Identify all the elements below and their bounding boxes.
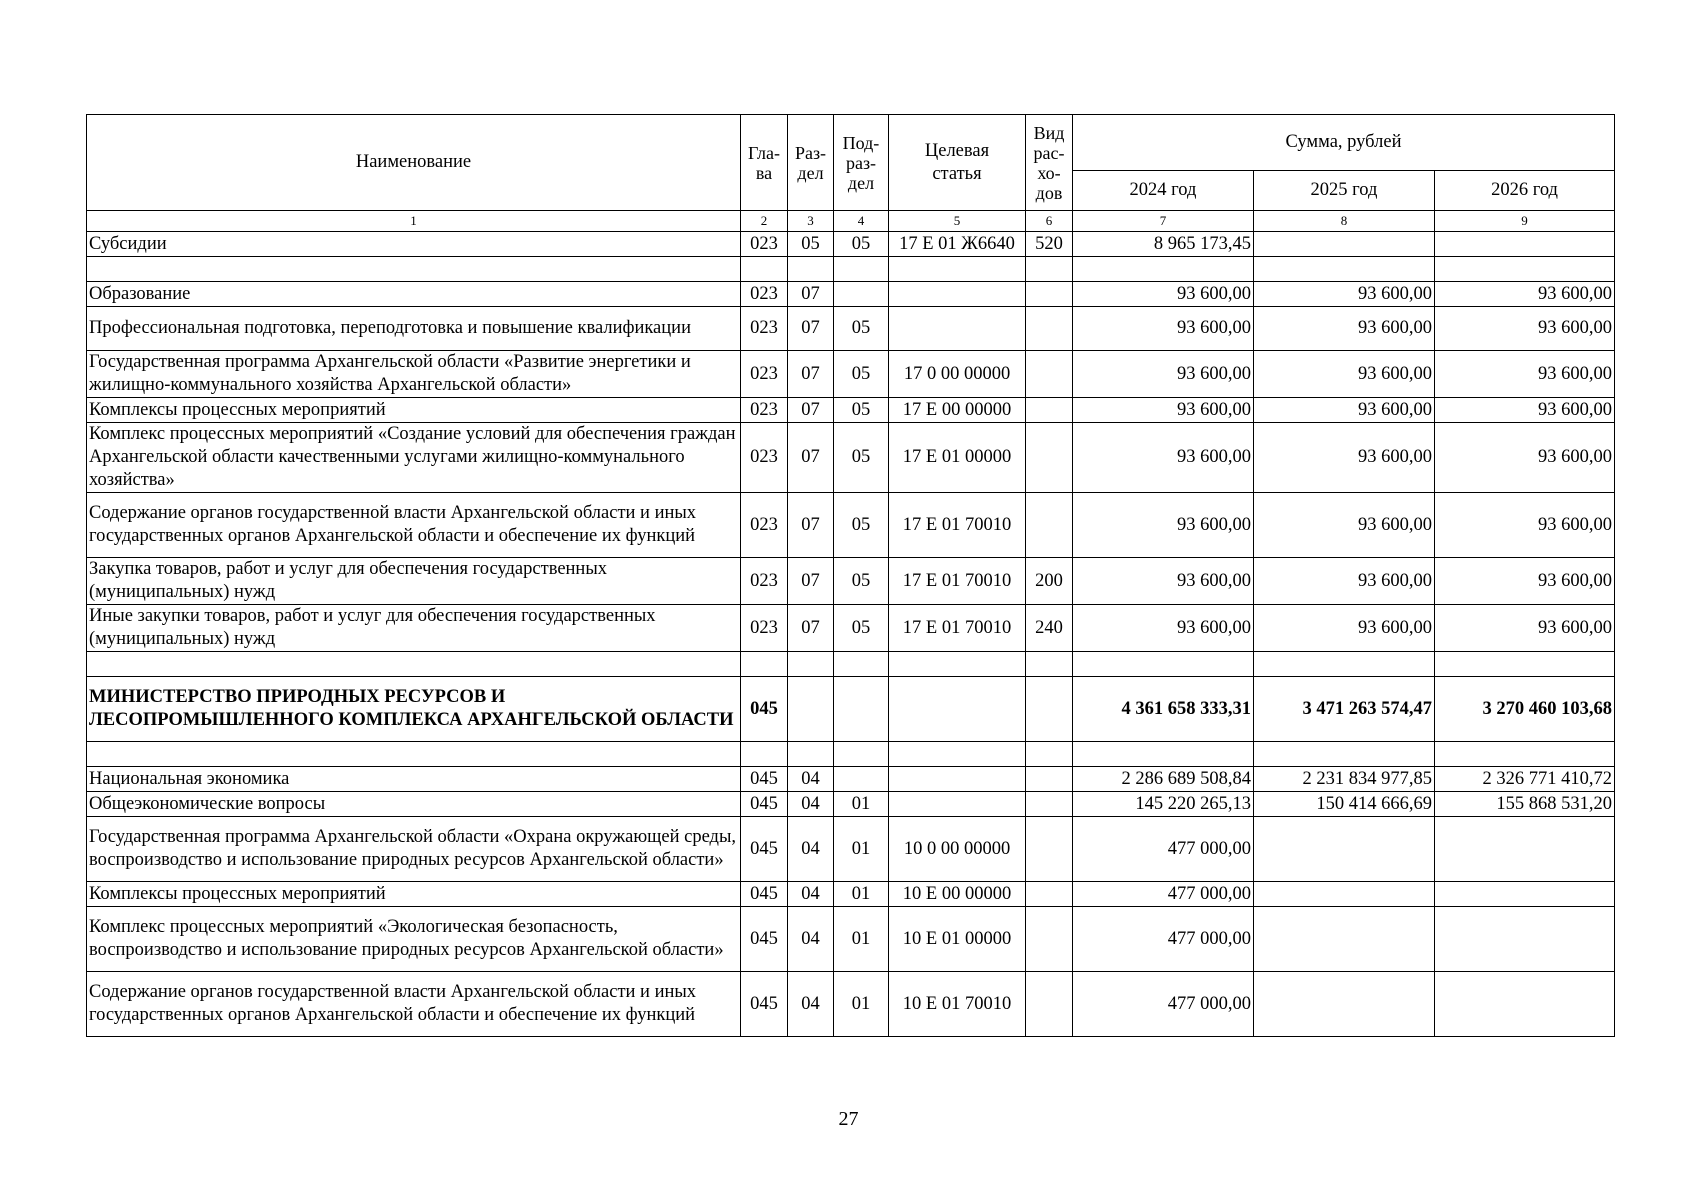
row-sum-2026	[1435, 907, 1615, 972]
row-target-article	[889, 652, 1026, 677]
row-target-article: 17 Е 01 00000	[889, 423, 1026, 493]
row-sum-2024: 93 600,00	[1073, 558, 1254, 605]
row-sum-2026	[1435, 742, 1615, 767]
header-sum: Сумма, рублей	[1073, 115, 1615, 171]
page-number: 27	[838, 1108, 859, 1130]
row-target-article: 17 Е 01 70010	[889, 558, 1026, 605]
row-sum-2025	[1254, 972, 1435, 1037]
row-name: Закупка товаров, работ и услуг для обеспечения государственных (муниципальных) нужд	[87, 558, 741, 605]
row-name: Общеэкономические вопросы	[87, 792, 741, 817]
table-row	[87, 652, 1615, 677]
row-name	[87, 652, 741, 677]
row-expense-type	[1026, 882, 1073, 907]
row-name: Национальная экономика	[87, 767, 741, 792]
table-row	[87, 907, 1615, 972]
row-subsection: 05	[834, 423, 889, 493]
row-section: 07	[788, 493, 834, 558]
row-sum-2026: 93 600,00	[1435, 558, 1615, 605]
table-row	[87, 792, 1615, 817]
row-chapter	[741, 652, 788, 677]
row-sum-2025	[1254, 817, 1435, 882]
row-sum-2025	[1254, 257, 1435, 282]
row-expense-type	[1026, 257, 1073, 282]
row-sum-2024: 477 000,00	[1073, 972, 1254, 1037]
row-name: Содержание органов государственной власти Архангельской области и иных государственных органов Архангельской области и обеспечение их функций	[87, 972, 741, 1037]
row-sum-2024: 4 361 658 333,31	[1073, 677, 1254, 742]
table-row	[87, 817, 1615, 882]
table-row	[87, 307, 1615, 351]
row-sum-2025: 93 600,00	[1254, 493, 1435, 558]
row-expense-type: 240	[1026, 605, 1073, 652]
header-subsection: Под- раз- дел	[834, 115, 889, 211]
row-subsection	[834, 677, 889, 742]
row-name: Комплексы процессных мероприятий	[87, 398, 741, 423]
row-section: 07	[788, 605, 834, 652]
row-sum-2026	[1435, 652, 1615, 677]
row-name: Профессиональная подготовка, переподготовка и повышение квалификации	[87, 307, 741, 351]
row-sum-2025	[1254, 882, 1435, 907]
row-section: 07	[788, 307, 834, 351]
row-expense-type	[1026, 817, 1073, 882]
row-sum-2024: 477 000,00	[1073, 882, 1254, 907]
row-target-article: 10 Е 01 00000	[889, 907, 1026, 972]
row-sum-2024: 2 286 689 508,84	[1073, 767, 1254, 792]
row-subsection: 05	[834, 307, 889, 351]
row-chapter: 045	[741, 972, 788, 1037]
row-subsection: 01	[834, 907, 889, 972]
row-chapter	[741, 257, 788, 282]
table-row	[87, 493, 1615, 558]
table-row	[87, 742, 1615, 767]
row-subsection: 05	[834, 558, 889, 605]
row-expense-type: 200	[1026, 558, 1073, 605]
row-sum-2025	[1254, 907, 1435, 972]
row-chapter: 023	[741, 307, 788, 351]
col-number: 4	[834, 211, 889, 232]
row-expense-type	[1026, 398, 1073, 423]
table-row	[87, 882, 1615, 907]
col-number: 9	[1435, 211, 1615, 232]
row-chapter: 023	[741, 558, 788, 605]
row-subsection: 05	[834, 351, 889, 398]
row-section: 07	[788, 558, 834, 605]
row-sum-2025: 93 600,00	[1254, 423, 1435, 493]
row-expense-type	[1026, 767, 1073, 792]
row-sum-2026	[1435, 972, 1615, 1037]
row-chapter: 023	[741, 493, 788, 558]
row-chapter: 023	[741, 232, 788, 257]
header-year-2025: 2025 год	[1254, 171, 1435, 211]
row-target-article: 17 0 00 00000	[889, 351, 1026, 398]
row-subsection	[834, 257, 889, 282]
table-row	[87, 677, 1615, 742]
row-name	[87, 257, 741, 282]
row-expense-type	[1026, 742, 1073, 767]
row-sum-2024	[1073, 742, 1254, 767]
table-row	[87, 398, 1615, 423]
row-chapter: 023	[741, 605, 788, 652]
col-number: 7	[1073, 211, 1254, 232]
row-subsection	[834, 282, 889, 307]
row-sum-2024: 93 600,00	[1073, 307, 1254, 351]
header-target-article: Целевая статья	[889, 115, 1026, 211]
row-sum-2025	[1254, 652, 1435, 677]
col-number: 3	[788, 211, 834, 232]
header-name: Наименование	[87, 115, 741, 211]
row-subsection: 01	[834, 882, 889, 907]
row-expense-type	[1026, 282, 1073, 307]
header-expense-type: Вид рас- хо- дов	[1026, 115, 1073, 211]
table-row	[87, 232, 1615, 257]
col-number: 1	[87, 211, 741, 232]
table-row	[87, 423, 1615, 493]
row-sum-2024: 145 220 265,13	[1073, 792, 1254, 817]
row-sum-2024: 8 965 173,45	[1073, 232, 1254, 257]
row-sum-2025	[1254, 742, 1435, 767]
row-sum-2026: 93 600,00	[1435, 398, 1615, 423]
row-sum-2024: 477 000,00	[1073, 907, 1254, 972]
row-chapter: 045	[741, 907, 788, 972]
table-row	[87, 351, 1615, 398]
row-subsection: 05	[834, 493, 889, 558]
row-name	[87, 742, 741, 767]
row-chapter: 023	[741, 398, 788, 423]
row-expense-type	[1026, 652, 1073, 677]
row-section: 04	[788, 792, 834, 817]
row-target-article: 17 Е 00 00000	[889, 398, 1026, 423]
row-expense-type	[1026, 307, 1073, 351]
row-expense-type	[1026, 972, 1073, 1037]
row-expense-type	[1026, 907, 1073, 972]
row-sum-2024: 93 600,00	[1073, 423, 1254, 493]
row-expense-type	[1026, 423, 1073, 493]
table-row	[87, 282, 1615, 307]
col-number: 6	[1026, 211, 1073, 232]
row-subsection: 05	[834, 605, 889, 652]
row-sum-2024	[1073, 257, 1254, 282]
row-name: Государственная программа Архангельской области «Развитие энергетики и жилищно-коммунального хозяйства Архангельской области»	[87, 351, 741, 398]
row-sum-2026: 2 326 771 410,72	[1435, 767, 1615, 792]
row-section: 04	[788, 907, 834, 972]
row-sum-2026	[1435, 817, 1615, 882]
row-name: Образование	[87, 282, 741, 307]
row-target-article	[889, 792, 1026, 817]
row-sum-2024: 477 000,00	[1073, 817, 1254, 882]
row-target-article	[889, 282, 1026, 307]
header-year-2026: 2026 год	[1435, 171, 1615, 211]
row-sum-2024: 93 600,00	[1073, 605, 1254, 652]
row-section	[788, 677, 834, 742]
row-expense-type	[1026, 351, 1073, 398]
row-sum-2024: 93 600,00	[1073, 351, 1254, 398]
row-sum-2026: 93 600,00	[1435, 282, 1615, 307]
table-row	[87, 605, 1615, 652]
row-sum-2026	[1435, 257, 1615, 282]
row-target-article: 10 Е 01 70010	[889, 972, 1026, 1037]
row-chapter: 045	[741, 767, 788, 792]
header-year-2024: 2024 год	[1073, 171, 1254, 211]
row-subsection	[834, 652, 889, 677]
table-row	[87, 767, 1615, 792]
row-sum-2026: 93 600,00	[1435, 605, 1615, 652]
row-target-article	[889, 742, 1026, 767]
row-chapter: 045	[741, 817, 788, 882]
row-section: 07	[788, 351, 834, 398]
row-section	[788, 257, 834, 282]
row-target-article: 10 0 00 00000	[889, 817, 1026, 882]
row-sum-2025: 3 471 263 574,47	[1254, 677, 1435, 742]
row-name: Комплекс процессных мероприятий «Экологическая безопасность, воспроизводство и использование природных ресурсов Архангельской области»	[87, 907, 741, 972]
table-row	[87, 972, 1615, 1037]
budget-table	[86, 114, 1615, 1037]
row-name: Субсидии	[87, 232, 741, 257]
row-target-article: 17 Е 01 70010	[889, 493, 1026, 558]
row-subsection: 01	[834, 817, 889, 882]
table-row	[87, 558, 1615, 605]
row-sum-2026: 93 600,00	[1435, 423, 1615, 493]
row-sum-2026: 93 600,00	[1435, 307, 1615, 351]
row-sum-2025: 2 231 834 977,85	[1254, 767, 1435, 792]
row-sum-2024: 93 600,00	[1073, 282, 1254, 307]
row-name: Иные закупки товаров, работ и услуг для обеспечения государственных (муниципальных) нужд	[87, 605, 741, 652]
row-sum-2024: 93 600,00	[1073, 493, 1254, 558]
table-body	[87, 232, 1615, 1037]
row-expense-type	[1026, 792, 1073, 817]
row-target-article: 10 Е 00 00000	[889, 882, 1026, 907]
row-subsection: 01	[834, 972, 889, 1037]
row-subsection: 01	[834, 792, 889, 817]
row-sum-2025: 93 600,00	[1254, 307, 1435, 351]
row-expense-type	[1026, 493, 1073, 558]
table-row	[87, 257, 1615, 282]
row-sum-2025: 93 600,00	[1254, 398, 1435, 423]
row-target-article: 17 Е 01 70010	[889, 605, 1026, 652]
row-sum-2025: 93 600,00	[1254, 558, 1435, 605]
header-section: Раз- дел	[788, 115, 834, 211]
row-expense-type: 520	[1026, 232, 1073, 257]
row-name: МИНИСТЕРСТВО ПРИРОДНЫХ РЕСУРСОВ И ЛЕСОПРОМЫШЛЕННОГО КОМПЛЕКСА АРХАНГЕЛЬСКОЙ ОБЛАСТИ	[87, 677, 741, 742]
row-name: Комплексы процессных мероприятий	[87, 882, 741, 907]
row-name: Комплекс процессных мероприятий «Создание условий для обеспечения граждан Архангельской области качественными услугами жилищно-коммунального хозяйства»	[87, 423, 741, 493]
row-sum-2026	[1435, 232, 1615, 257]
row-section: 04	[788, 817, 834, 882]
row-chapter	[741, 742, 788, 767]
row-target-article	[889, 257, 1026, 282]
row-target-article	[889, 677, 1026, 742]
row-sum-2026: 93 600,00	[1435, 493, 1615, 558]
col-number: 2	[741, 211, 788, 232]
row-subsection	[834, 742, 889, 767]
header-chapter: Гла- ва	[741, 115, 788, 211]
row-sum-2024: 93 600,00	[1073, 398, 1254, 423]
row-name: Содержание органов государственной власти Архангельской области и иных государственных органов Архангельской области и обеспечение их функций	[87, 493, 741, 558]
budget-table-container	[86, 114, 1614, 1037]
row-chapter: 045	[741, 792, 788, 817]
row-name: Государственная программа Архангельской области «Охрана окружающей среды, воспроизводство и использование природных ресурсов Архангельской области»	[87, 817, 741, 882]
row-sum-2025: 93 600,00	[1254, 282, 1435, 307]
col-number: 8	[1254, 211, 1435, 232]
row-sum-2025: 150 414 666,69	[1254, 792, 1435, 817]
row-section: 07	[788, 398, 834, 423]
row-section: 05	[788, 232, 834, 257]
row-sum-2026	[1435, 882, 1615, 907]
row-sum-2025: 93 600,00	[1254, 351, 1435, 398]
row-chapter: 045	[741, 882, 788, 907]
row-chapter: 023	[741, 351, 788, 398]
row-section	[788, 742, 834, 767]
row-subsection: 05	[834, 398, 889, 423]
row-target-article	[889, 307, 1026, 351]
row-sum-2026: 93 600,00	[1435, 351, 1615, 398]
row-sum-2024	[1073, 652, 1254, 677]
row-chapter: 023	[741, 423, 788, 493]
row-target-article	[889, 767, 1026, 792]
row-section: 07	[788, 282, 834, 307]
row-sum-2026: 3 270 460 103,68	[1435, 677, 1615, 742]
row-section: 04	[788, 972, 834, 1037]
row-subsection	[834, 767, 889, 792]
row-section: 07	[788, 423, 834, 493]
row-section: 04	[788, 767, 834, 792]
row-sum-2025: 93 600,00	[1254, 605, 1435, 652]
col-number: 5	[889, 211, 1026, 232]
row-section: 04	[788, 882, 834, 907]
row-sum-2026: 155 868 531,20	[1435, 792, 1615, 817]
row-subsection: 05	[834, 232, 889, 257]
row-section	[788, 652, 834, 677]
row-sum-2025	[1254, 232, 1435, 257]
row-target-article: 17 Е 01 Ж6640	[889, 232, 1026, 257]
row-expense-type	[1026, 677, 1073, 742]
row-chapter: 045	[741, 677, 788, 742]
row-chapter: 023	[741, 282, 788, 307]
